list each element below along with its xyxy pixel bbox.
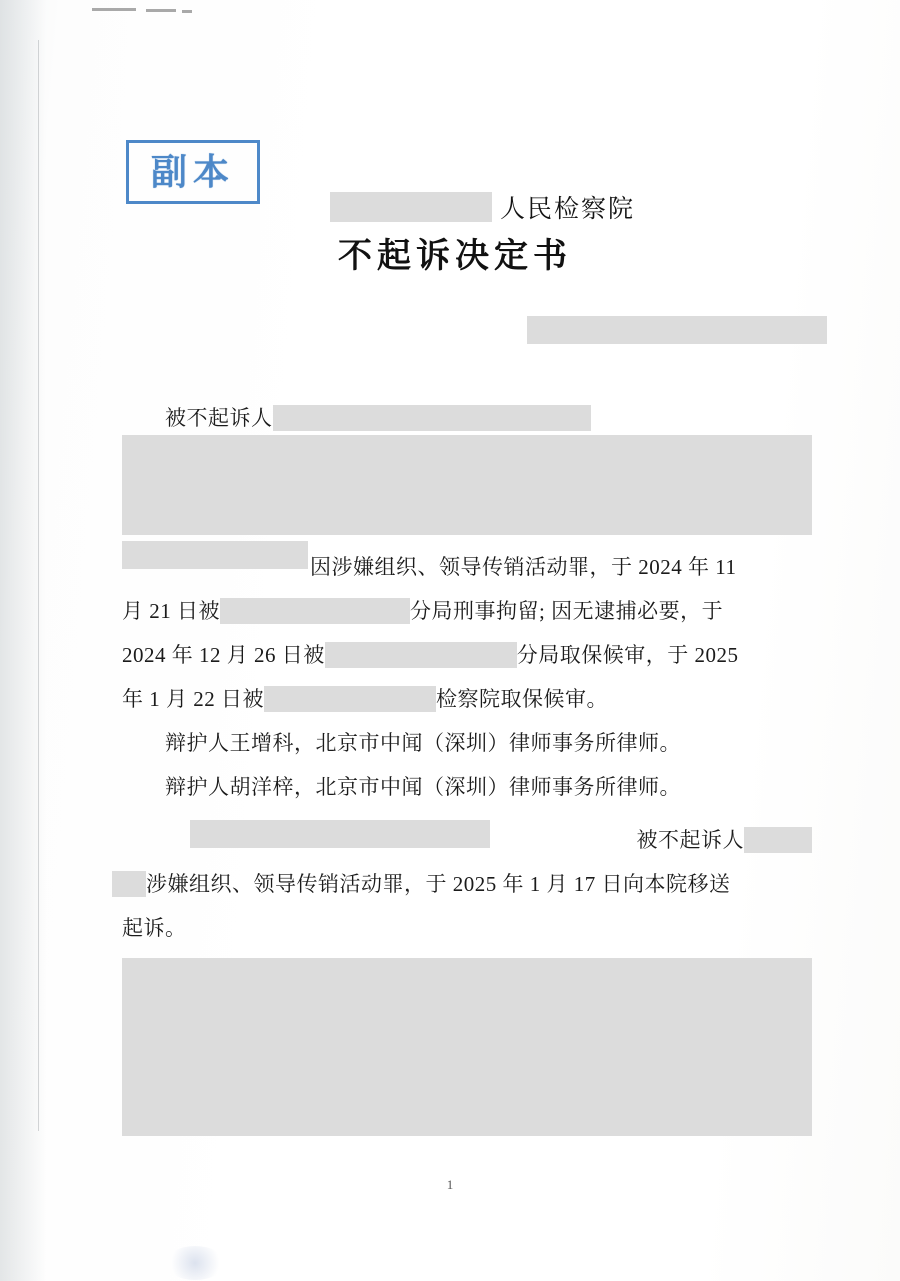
redaction-block-facts-section: [122, 958, 812, 1136]
scan-edge-mark: [146, 9, 176, 12]
paragraph-defendant-line: [122, 396, 812, 440]
document-title: 不起诉决定书: [338, 236, 572, 276]
organization-header: [330, 190, 760, 224]
paragraph-detention-line1: [122, 545, 812, 589]
defendant-prefix-label: 被不起诉人: [165, 406, 273, 430]
paragraph-transfer-tail: 起诉。: [122, 916, 187, 940]
paragraph-detention-line3: [122, 633, 812, 677]
paragraph-transfer-label: [122, 818, 812, 862]
detention-line2-a: 月 21 日被: [122, 599, 220, 623]
detention-line3-a: 2024 年 12 月 26 日被: [122, 643, 325, 667]
scan-spine-shadow: [0, 0, 46, 1281]
document-body: [122, 396, 812, 440]
redaction-block-defendant-name: [273, 405, 591, 431]
detention-line4-b: 检察院取保候审。: [436, 687, 608, 711]
paragraph-defender-1: 辩护人王增科，北京市中闻（深圳）律师事务所律师。: [165, 731, 682, 755]
detention-line4-a: 年 1 月 22 日被: [122, 687, 264, 711]
scan-watermark: [165, 1246, 225, 1280]
redaction-block-police-bureau-2: [325, 642, 517, 668]
transfer-rest-a: 涉嫌组织、领导传销活动罪，于 2025 年 1 月 17 日向本院移送: [146, 872, 731, 896]
duplicate-copy-stamp: 副本: [126, 140, 260, 204]
spacer-redaction-offset: [122, 554, 310, 580]
document-body-transfer: [122, 818, 812, 950]
scan-edge-mark: [182, 10, 192, 13]
detention-line3-b: 分局取保候审，于 2025: [516, 643, 739, 667]
paragraph-detention-line2: [122, 589, 812, 633]
redaction-block-organization: [330, 192, 492, 222]
scan-edge-mark: [92, 8, 136, 11]
organization-suffix: 人民检察院: [500, 196, 636, 223]
paragraph-detention-line4: [122, 677, 812, 721]
scan-spine-line: [38, 40, 39, 1131]
page-number: 1: [446, 1177, 454, 1192]
detention-charge-intro: 因涉嫌组织、领导传销活动罪，于 2024 年 11: [310, 555, 737, 579]
redaction-block-defendant-details: [122, 435, 812, 535]
transfer-defendant-prefix: 被不起诉人: [636, 828, 744, 852]
document-body-detention: [122, 545, 812, 809]
redaction-block-transfer-defendant-name: [744, 827, 812, 853]
redaction-block-transfer-name-continued: [112, 871, 146, 897]
paragraph-transfer-body: [122, 862, 812, 906]
redaction-block-police-bureau-1: [220, 598, 410, 624]
paragraph-defender-2: 辩护人胡洋梓，北京市中闻（深圳）律师事务所律师。: [165, 775, 682, 799]
redaction-block-procuratorate: [264, 686, 436, 712]
redaction-block-case-number: [527, 316, 827, 344]
detention-line2-b: 分局刑事拘留; 因无逮捕必要，于: [410, 599, 724, 623]
